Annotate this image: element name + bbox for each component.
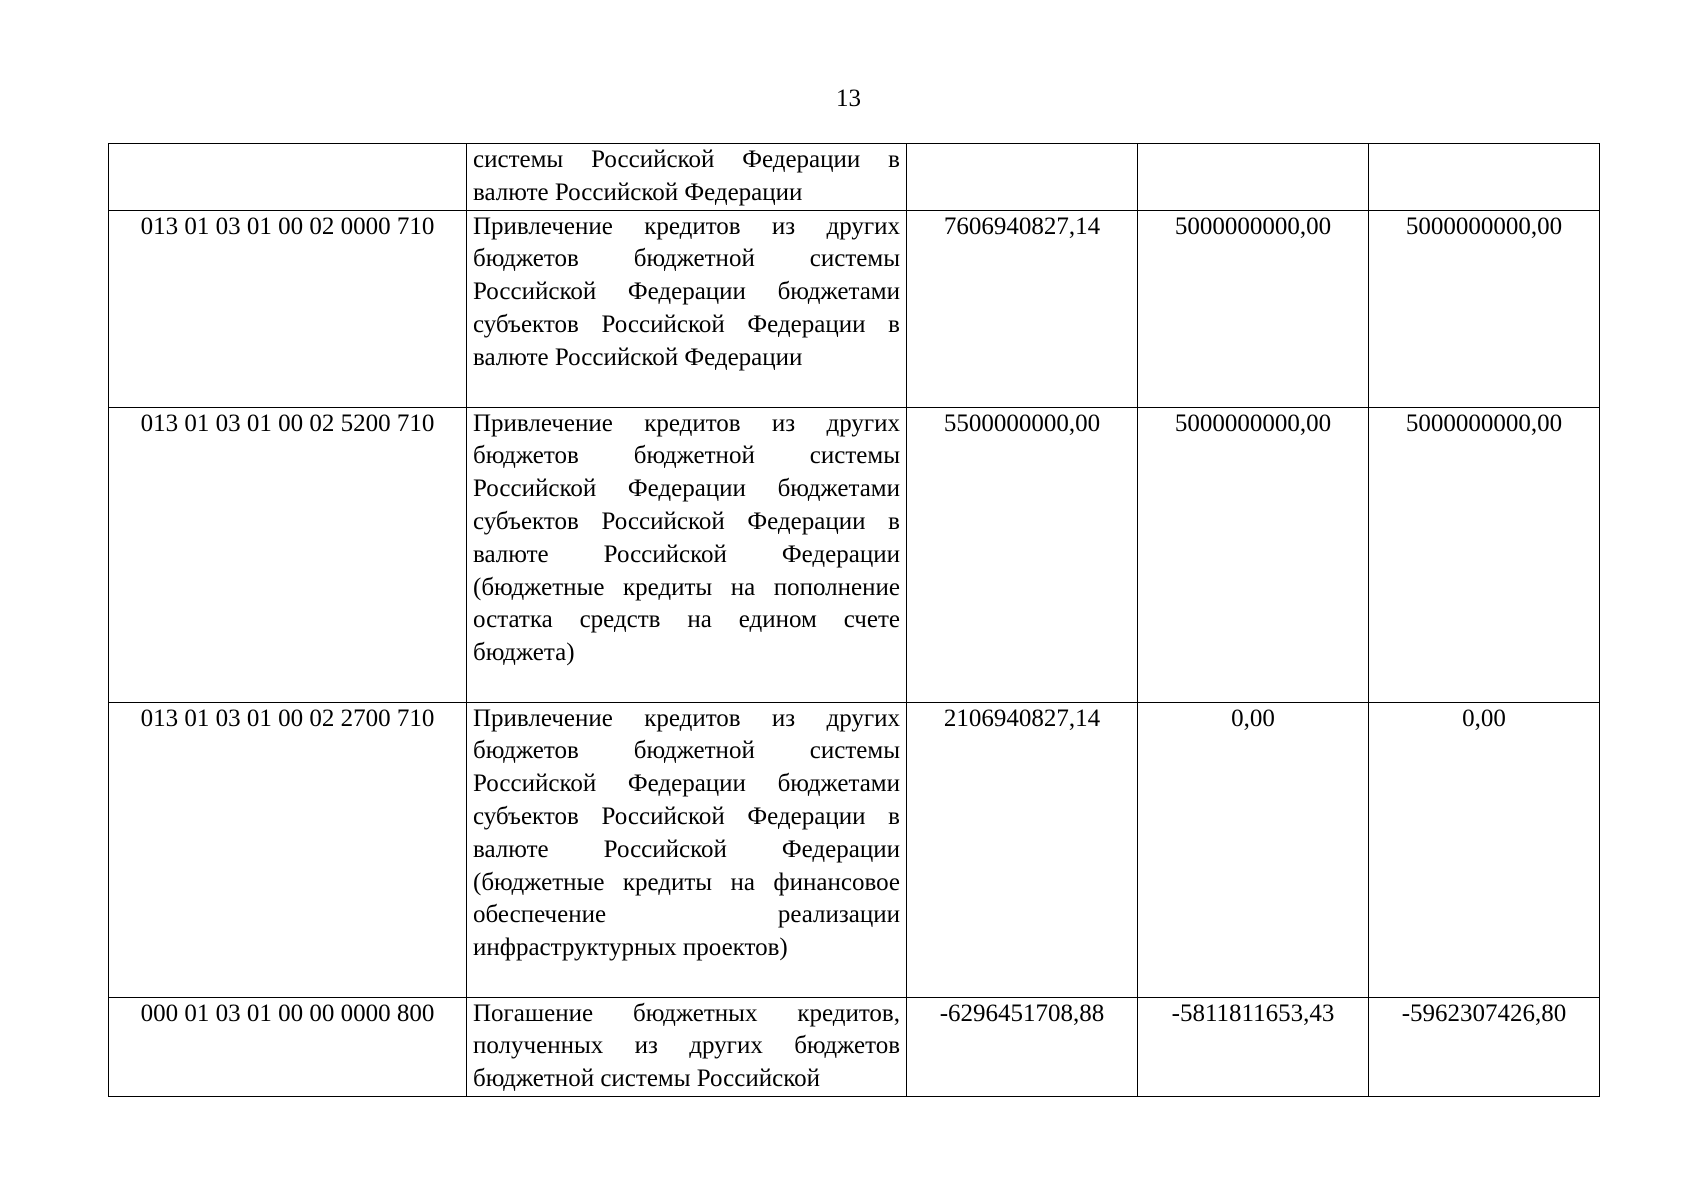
table-row (109, 144, 1600, 211)
row-value-1-cell: 5500000000,00 (907, 407, 1138, 702)
row-name-cell: Привлечение кредитов из других бюджетов бюджетной системы Российской Федерации бюджетами субъектов Российской Федерации в валюте Российской Федерации (бюджетные кредиты на пополнение остатка средств на едином счете бюджета) (467, 407, 907, 702)
table-row (109, 407, 1600, 702)
row-name-cell: Привлечение кредитов из других бюджетов бюджетной системы Российской Федерации бюджетами субъектов Российской Федерации в валюте Российской Федерации (467, 210, 907, 407)
row-code-cell: 013 01 03 01 00 02 5200 710 (109, 407, 467, 702)
table-row (109, 997, 1600, 1096)
row-value-1-cell: 2106940827,14 (907, 702, 1138, 997)
row-code-cell: 000 01 03 01 00 00 0000 800 (109, 997, 467, 1096)
row-code-cell: 013 01 03 01 00 02 0000 710 (109, 210, 467, 407)
row-code-cell: 013 01 03 01 00 02 2700 710 (109, 702, 467, 997)
row-value-2-cell: 5000000000,00 (1138, 407, 1369, 702)
row-value-3-cell: -5962307426,80 (1369, 997, 1600, 1096)
row-value-1-cell (907, 144, 1138, 211)
row-value-2-cell: 0,00 (1138, 702, 1369, 997)
row-value-1-cell: 7606940827,14 (907, 210, 1138, 407)
row-name-cell: системы Российской Федерации в валюте Российской Федерации (467, 144, 907, 211)
row-value-2-cell: -5811811653,43 (1138, 997, 1369, 1096)
table-row (109, 702, 1600, 997)
row-code-cell (109, 144, 467, 211)
page-number: 13 (836, 85, 861, 112)
row-name-cell: Погашение бюджетных кредитов, полученных из других бюджетов бюджетной системы Российской (467, 997, 907, 1096)
row-value-3-cell: 5000000000,00 (1369, 407, 1600, 702)
row-value-3-cell: 5000000000,00 (1369, 210, 1600, 407)
row-value-3-cell (1369, 144, 1600, 211)
budget-sources-table (108, 143, 1600, 1097)
row-value-1-cell: -6296451708,88 (907, 997, 1138, 1096)
row-value-2-cell: 5000000000,00 (1138, 210, 1369, 407)
row-value-3-cell: 0,00 (1369, 702, 1600, 997)
row-value-2-cell (1138, 144, 1369, 211)
table-row (109, 210, 1600, 407)
row-name-cell: Привлечение кредитов из других бюджетов бюджетной системы Российской Федерации бюджетами субъектов Российской Федерации в валюте Российской Федерации (бюджетные кредиты на финансовое обеспечение реализации инфраструктурных проектов) (467, 702, 907, 997)
